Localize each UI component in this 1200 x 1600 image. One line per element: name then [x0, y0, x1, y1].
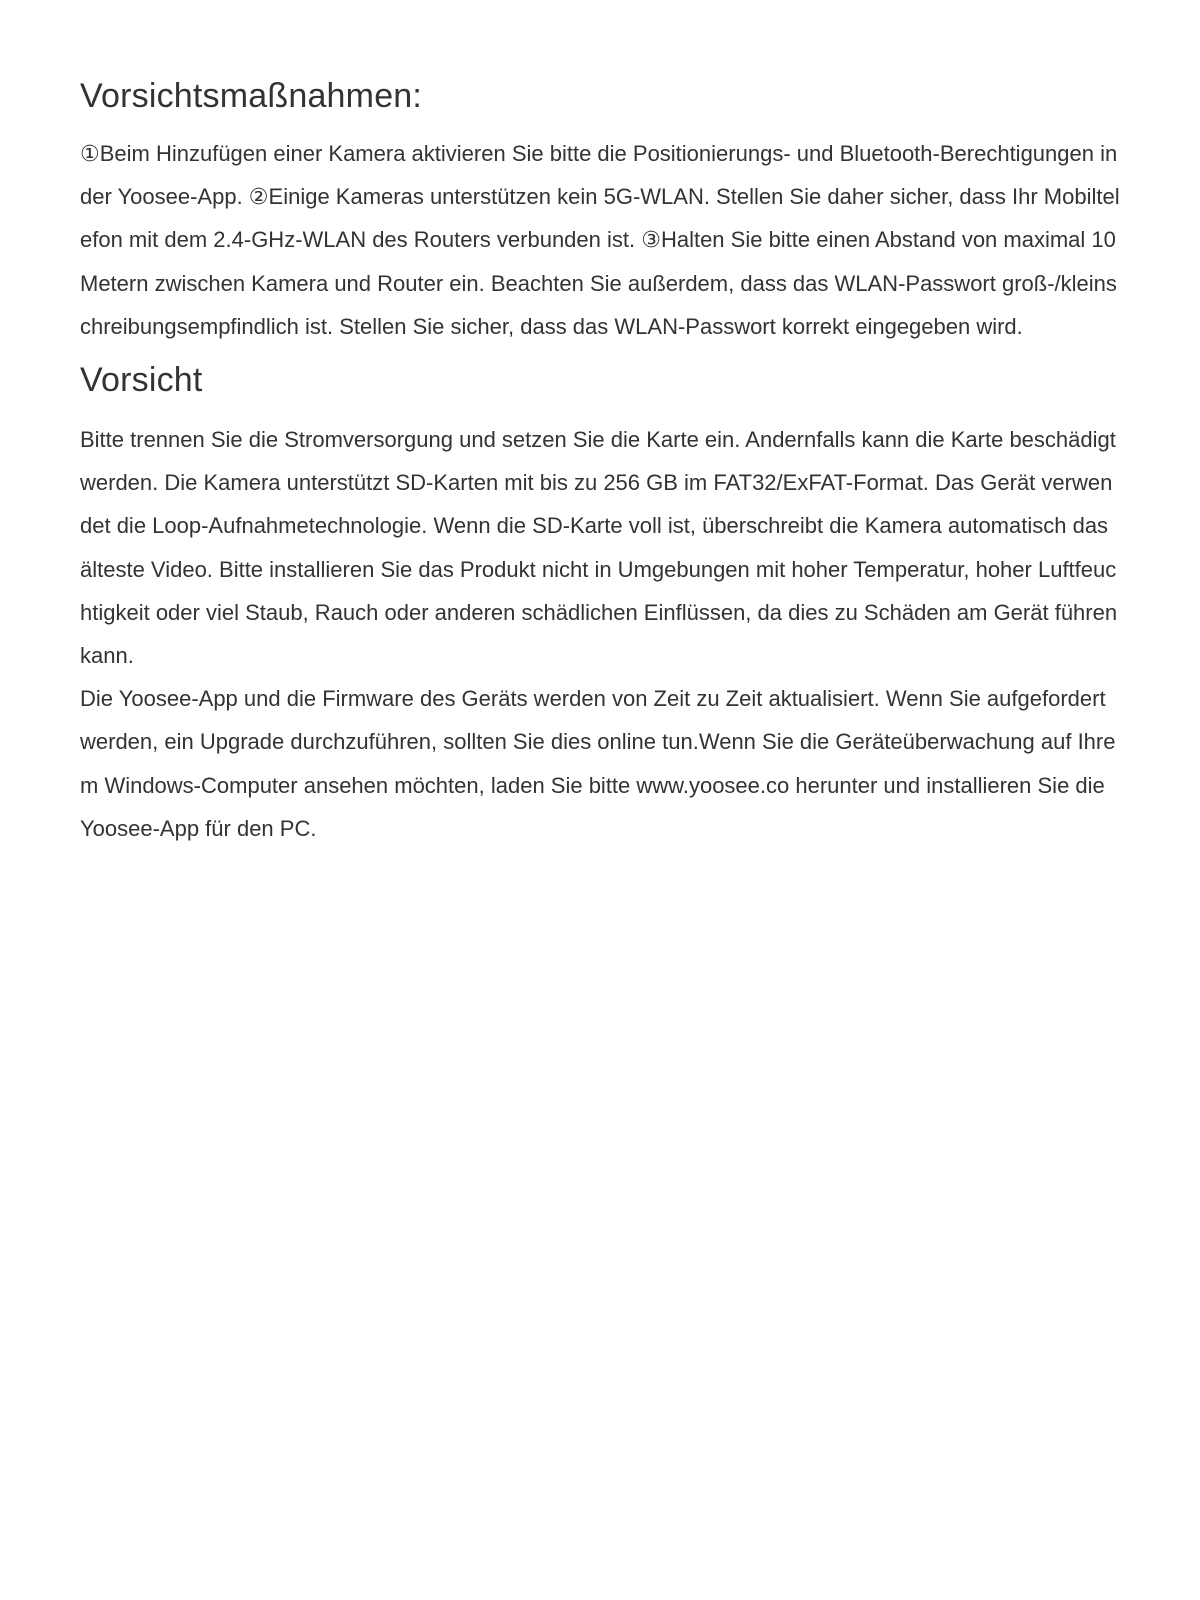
precautions-paragraph: ①Beim Hinzufügen einer Kamera aktivieren Sie bitte die Positionierungs- und Bluetooth-Berechtigungen in der Yoosee-App. ②Einige Kameras unterstützen kein 5G-WLAN. Stellen Sie daher sicher, dass Ihr Mobiltelefon mit dem 2.4-GHz-WLAN des Routers verbunden ist. ③Halten Sie bitte einen Abstand von maximal 10 Metern zwischen Kamera und Router ein. Beachten Sie außerdem, dass das WLAN-Passwort groß-/kleinschreibungsempfindlich ist. Stellen Sie sicher, dass das WLAN-Passwort korrekt eingegeben wird. [80, 141, 1120, 339]
caution-paragraph-updates: Die Yoosee-App und die Firmware des Geräts werden von Zeit zu Zeit aktualisiert. Wenn Sie aufgefordert werden, ein Upgrade durchzuführen, sollten Sie dies online tun.Wenn Sie die Geräteüberwachung auf Ihrem Windows-Computer ansehen möchten, laden Sie bitte www.yoosee.co herunter und installieren Sie die Yoosee-App für den PC. [80, 686, 1116, 841]
document-page [80, 70, 1120, 850]
precautions-heading: Vorsichtsmaßnahmen: [80, 77, 423, 115]
caution-heading: Vorsicht [80, 361, 203, 400]
caution-paragraph-sd-card: Bitte trennen Sie die Stromversorgung und setzen Sie die Karte ein. Andernfalls kann die Karte beschädigt werden. Die Kamera unterstützt SD-Karten mit bis zu 256 GB im FAT32/ExFAT-Format. Das Gerät verwendet die Loop-Aufnahmetechnologie. Wenn die SD-Karte voll ist, überschreibt die Kamera automatisch das älteste Video. Bitte installieren Sie das Produkt nicht in Umgebungen mit hoher Temperatur, hoher Luftfeuchtigkeit oder viel Staub, Rauch oder anderen schädlichen Einflüssen, da dies zu Schäden am Gerät führen kann. [80, 427, 1118, 669]
